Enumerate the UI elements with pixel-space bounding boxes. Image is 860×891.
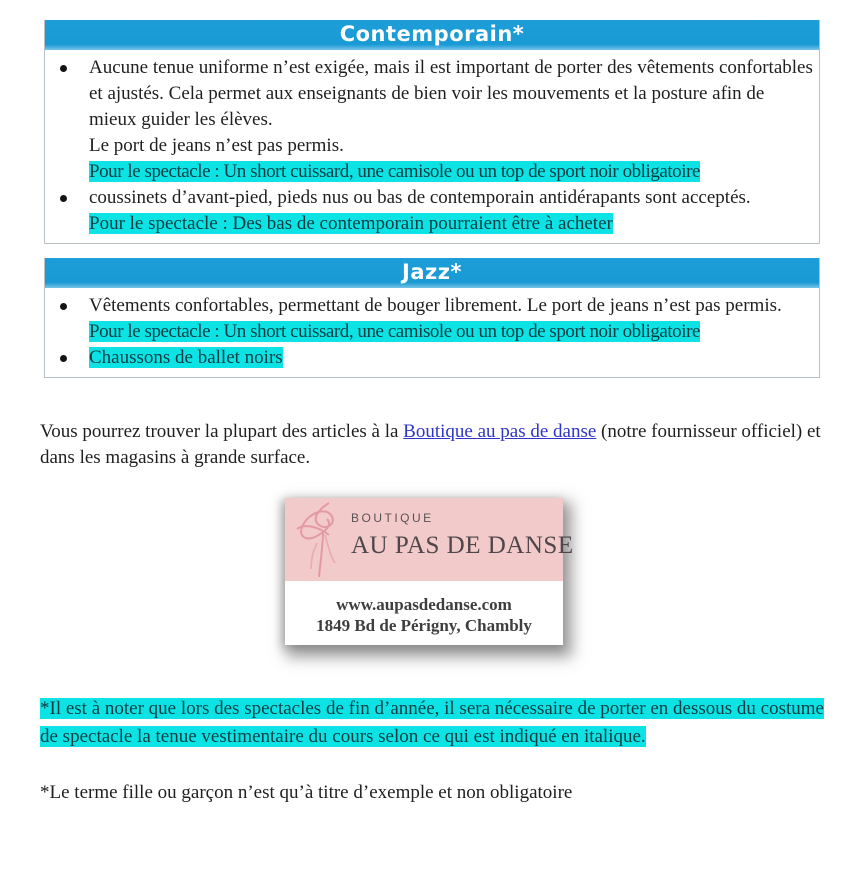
contemporain-header: [45, 20, 819, 50]
list-item: [45, 293, 813, 345]
highlight-span: Chaussons de ballet noirs: [89, 347, 283, 368]
dancer-icon: [289, 499, 351, 581]
rule-text-highlighted: [89, 319, 813, 345]
rule-text-highlighted: [89, 345, 813, 371]
boutique-card-bottom: [285, 581, 563, 645]
contemporain-body: [45, 50, 819, 243]
boutique-link[interactable]: Boutique au pas de danse: [403, 421, 597, 442]
bullet-icon: [60, 303, 67, 310]
list-item: [45, 345, 813, 371]
highlight-span: Pour le spectacle : Des bas de contemporain pourraient être à acheter: [89, 213, 613, 234]
brand-block: [351, 511, 574, 560]
rule-text: coussinets d’avant-pied, pieds nus ou bas de contemporain antidérapants sont acceptés.: [89, 187, 751, 208]
boutique-card: [285, 498, 574, 645]
jazz-header: [45, 258, 819, 288]
brand-small-label: BOUTIQUE: [351, 511, 434, 525]
list-item: [45, 185, 813, 237]
bullet-icon: [60, 195, 67, 202]
contemporain-title: Contemporain*: [339, 22, 525, 46]
rule-text: Vêtements confortables, permettant de bouger librement. Le port de jeans n’est pas permis.: [89, 295, 782, 316]
footnote-spectacle: [40, 695, 834, 750]
highlight-span: Pour le spectacle : Un short cuissard, une camisole ou un top de sport noir obligatoire: [89, 161, 700, 182]
jazz-table: [44, 258, 820, 378]
intro-text-after: (notre fournisseur officiel) et dans les magasins à grande surface.: [40, 421, 821, 468]
bullet-icon: [60, 65, 67, 72]
bullet-icon: [60, 355, 67, 362]
highlight-span: Pour le spectacle : Un short cuissard, une camisole ou un top de sport noir obligatoire: [89, 321, 700, 342]
jazz-body: [45, 288, 819, 377]
rule-text: Aucune tenue uniforme n’est exigée, mais il est important de porter des vêtements confortables et ajustés. Cela permet aux enseignants de bien voir les mouvements et la posture afin de mieux guider les élèves.: [89, 57, 813, 130]
footnote-terme: *Le terme fille ou garçon n’est qu’à titre d’exemple et non obligatoire: [40, 782, 573, 803]
rule-text: Le port de jeans n’est pas permis.: [89, 135, 344, 156]
jazz-title: Jazz*: [402, 260, 462, 284]
rule-text-highlighted: [89, 159, 813, 185]
contemporain-table: [44, 20, 820, 244]
footnote-highlight-span: *Il est à noter que lors des spectacles de fin d’année, il sera nécessaire de porter en dessous du costume de spectacle la tenue vestimentaire du cours selon ce qui est indiqué en italique.: [40, 698, 824, 747]
brand-large-label: AU PAS DE DANSE: [351, 532, 574, 559]
boutique-card-top: [285, 498, 574, 581]
boutique-address: 1849 Bd de Périgny, Chambly: [316, 616, 532, 635]
intro-paragraph: [40, 419, 832, 471]
boutique-website: www.aupasdedanse.com: [336, 595, 512, 614]
intro-text-before: Vous pourrez trouver la plupart des articles à la: [40, 421, 404, 442]
rule-text-highlighted: [89, 211, 813, 237]
list-item: [45, 55, 813, 185]
